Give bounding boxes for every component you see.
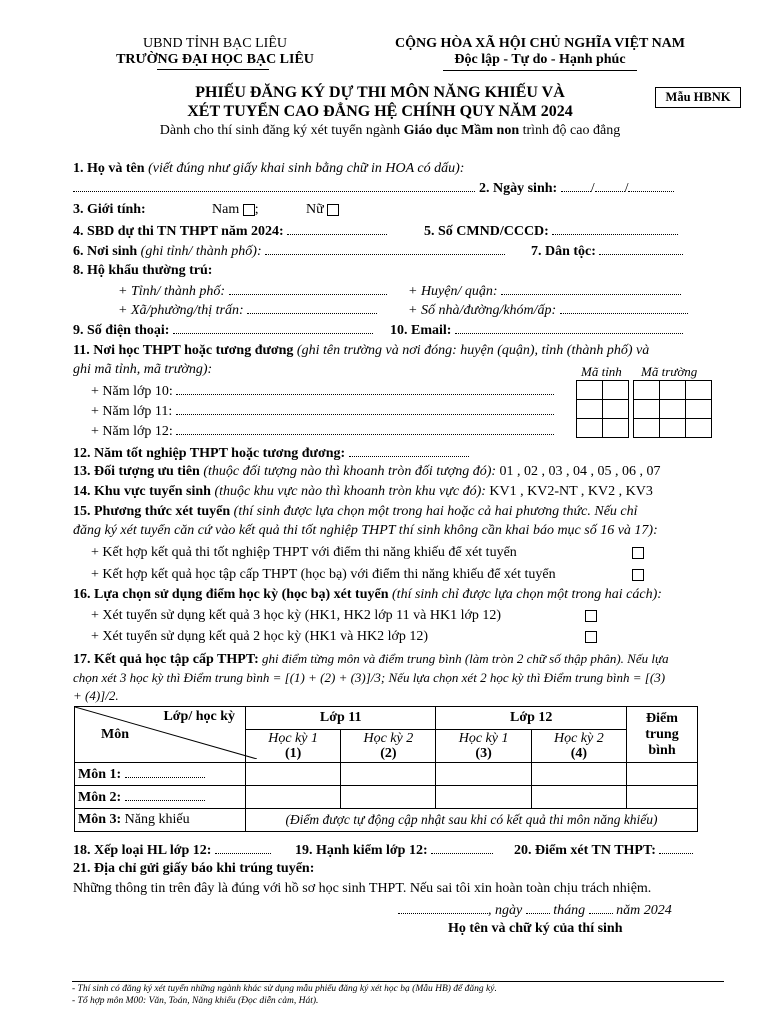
gender-male: Nam ; bbox=[212, 202, 259, 217]
grade12-header: Lớp 12 bbox=[436, 707, 627, 730]
field-graduation-score: 20. Điểm xét TN THPT: bbox=[514, 842, 693, 859]
corner-header-bottom: Môn bbox=[101, 727, 129, 742]
field-dob: 2. Ngày sinh: / / bbox=[479, 180, 674, 197]
subject2-cell: Môn 2: bbox=[75, 786, 246, 809]
email-line[interactable] bbox=[455, 322, 683, 334]
table-row bbox=[75, 809, 698, 832]
graduation-year-line[interactable] bbox=[349, 445, 469, 457]
field-semester-choice: 16. Lựa chọn sử dụng điểm học kỳ (học bạ) xét tuyển (thí sinh chỉ được lựa chọn một trong hai cách): bbox=[73, 587, 662, 602]
field-academic-rank: 18. Xếp loại HL lớp 12: bbox=[73, 842, 271, 859]
footnote-divider bbox=[72, 981, 724, 982]
field-residence: 8. Hộ khẩu thường trú: bbox=[73, 263, 213, 278]
province-code-label: Mã tỉnh bbox=[581, 364, 622, 379]
school-code-label: Mã trường bbox=[641, 364, 698, 379]
dob-day[interactable] bbox=[561, 180, 591, 192]
province-code-boxes bbox=[576, 380, 629, 438]
nation-motto: Độc lập - Tự do - Hạnh phúc bbox=[454, 52, 626, 67]
sem2-grade11-header: Học kỳ 2 (2) bbox=[341, 730, 436, 763]
footnote-2: - Tổ hợp môn M00: Văn, Toán, Năng khiếu (Đọc diễn cảm, Hát). bbox=[72, 996, 319, 1006]
table-row bbox=[75, 786, 698, 809]
sem1-grade11-header: Học kỳ 1 (1) bbox=[246, 730, 341, 763]
aptitude-note: (Điểm được tự động cập nhật sau khi có kết quả thi môn năng khiếu) bbox=[246, 809, 698, 832]
grades-corner-cell bbox=[75, 707, 246, 763]
declaration: Những thông tin trên đây là đúng với hồ sơ học sinh THPT. Nếu sai tôi xin hoàn toàn chịu trách nhiệm. bbox=[73, 881, 652, 896]
dob-month[interactable] bbox=[595, 180, 625, 192]
field-admission-method: 15. Phương thức xét tuyển (thí sinh được lựa chọn một trong hai hoặc cả hai phương thức. Nếu chỉ bbox=[73, 504, 638, 519]
semester-option-2: + Xét tuyển sử dụng kết quả 2 học kỳ (HK1 và HK2 lớp 12) bbox=[91, 629, 429, 644]
field-admission-area: 14. Khu vực tuyển sinh (thuộc khu vực nào thì khoanh tròn khu vực đó): KV1 , KV2-NT , KV2 , KV3 bbox=[73, 484, 653, 499]
field-academic-results: 17. Kết quả học tập cấp THPT: ghi điểm từng môn và điểm trung bình (làm tròn 2 chữ số thập phân). Nếu lựa bbox=[73, 651, 669, 667]
sem2-grade12-header: Học kỳ 2 (4) bbox=[531, 730, 626, 763]
residence-ward: + Xã/phường/thị trấn: bbox=[118, 302, 377, 319]
field-email: 10. Email: bbox=[390, 322, 683, 339]
grade11-school: + Năm lớp 11: bbox=[91, 403, 554, 420]
nation-title: CỘNG HÒA XÃ HỘI CHỦ NGHĨA VIỆT NAM bbox=[394, 36, 685, 51]
sem1-grade12-header: Học kỳ 1 (3) bbox=[436, 730, 531, 763]
corner-header-top: Lớp/ học kỳ bbox=[163, 709, 235, 724]
method-option-transcript: + Kết hợp kết quả học tập cấp THPT (học bạ) với điểm thi năng khiếu để xét tuyển bbox=[91, 567, 556, 582]
method-transcript-checkbox[interactable] bbox=[632, 569, 644, 581]
field-id-number: 5. Số CMND/CCCD: bbox=[424, 223, 678, 240]
semester-3-checkbox[interactable] bbox=[585, 610, 597, 622]
field-full-name: 1. Họ và tên (viết đúng như giấy khai sinh bằng chữ in HOA có dấu): bbox=[73, 161, 465, 176]
school-code-boxes bbox=[633, 380, 712, 438]
grade11-header: Lớp 11 bbox=[246, 707, 436, 730]
semester-2-checkbox[interactable] bbox=[585, 631, 597, 643]
semester-option-3: + Xét tuyển sử dụng kết quả 3 học kỳ (HK1, HK2 lớp 11 và HK1 lớp 12) bbox=[91, 608, 502, 623]
field-exam-id: 4. SBD dự thi TN THPT năm 2024: bbox=[73, 223, 387, 240]
method-exam-checkbox[interactable] bbox=[632, 547, 644, 559]
signature-label: Họ tên và chữ ký của thí sinh bbox=[448, 921, 623, 936]
residence-house: + Số nhà/đường/khóm/ấp: bbox=[408, 302, 688, 319]
agency-name: UBND TỈNH BẠC LIÊU bbox=[142, 36, 287, 51]
school-underline bbox=[157, 69, 269, 70]
full-name-line[interactable] bbox=[73, 180, 475, 197]
phone-line[interactable] bbox=[173, 322, 373, 334]
form-title-line1: PHIẾU ĐĂNG KÝ DỰ THI MÔN NĂNG KHIẾU VÀ bbox=[195, 84, 565, 101]
exam-id-line[interactable] bbox=[287, 223, 387, 235]
field-gender: 3. Giới tính: bbox=[73, 202, 146, 217]
school-name: TRƯỜNG ĐẠI HỌC BẠC LIÊU bbox=[116, 52, 314, 67]
dob-year[interactable] bbox=[628, 180, 674, 192]
gender-female: Nữ bbox=[306, 202, 339, 218]
field-priority-group: 13. Đối tượng ưu tiên (thuộc đối tượng nào thì khoanh tròn đối tượng đó): 01 , 02 , 03 , 04 , 05 , 06 , 07 bbox=[73, 464, 661, 479]
field-mailing-address: 21. Địa chỉ gửi giấy báo khi trúng tuyển: bbox=[73, 861, 315, 876]
field-conduct: 19. Hạnh kiểm lớp 12: bbox=[295, 842, 493, 859]
grade10-school: + Năm lớp 10: bbox=[91, 383, 554, 400]
major-name: Giáo dục Mầm non bbox=[403, 123, 520, 138]
subject1-cell: Môn 1: bbox=[75, 763, 246, 786]
academic-results-hint-end: + (4)]/2. bbox=[73, 688, 119, 703]
admission-method-hint: đăng ký xét tuyển căn cứ vào kết quả thi tốt nghiệp THPT thí sinh không cần khai báo mục số 16 và 17): bbox=[73, 523, 658, 538]
form-title-line2: XÉT TUYỂN CAO ĐẲNG HỆ CHÍNH QUY NĂM 2024 bbox=[187, 103, 573, 120]
ethnicity-line[interactable] bbox=[599, 243, 683, 255]
field-birthplace: 6. Nơi sinh (ghi tỉnh/ thành phố): bbox=[73, 243, 505, 260]
footnote-1: - Thí sinh có đăng ký xét tuyển những ngành khác sử dụng mẫu phiếu đăng ký xét học bạ (Mẫu HB) để đăng ký. bbox=[72, 984, 497, 994]
female-checkbox[interactable] bbox=[327, 204, 339, 216]
male-checkbox[interactable] bbox=[243, 204, 255, 216]
method-option-exam: + Kết hợp kết quả thi tốt nghiệp THPT với điểm thi năng khiếu để xét tuyển bbox=[91, 545, 517, 560]
id-number-line[interactable] bbox=[552, 223, 678, 235]
birthplace-line[interactable] bbox=[265, 243, 505, 255]
high-school-hint: ghi mã tỉnh, mã trường): bbox=[73, 362, 213, 377]
field-phone: 9. Số điện thoại: bbox=[73, 322, 373, 339]
average-header: Điểm trung bình bbox=[627, 707, 698, 763]
academic-results-hint: chọn xét 3 học kỳ thì Điểm trung bình = [(1) + (2) + (3)]/3; Nếu lựa chọn xét 2 học kỳ thì Điểm trung bình = [(3) bbox=[73, 670, 666, 685]
grade12-school: + Năm lớp 12: bbox=[91, 423, 554, 440]
priority-options[interactable]: 01 , 02 , 03 , 04 , 05 , 06 , 07 bbox=[496, 464, 661, 479]
grades-table bbox=[74, 706, 698, 832]
field-high-school: 11. Nơi học THPT hoặc tương đương (ghi tên trường và nơi đóng: huyện (quận), tỉnh (thành phố) và bbox=[73, 343, 650, 358]
residence-district: + Huyện/ quận: bbox=[408, 283, 681, 300]
table-row bbox=[75, 763, 698, 786]
motto-underline bbox=[443, 70, 637, 71]
subject3-cell: Môn 3: Năng khiếu bbox=[75, 809, 246, 832]
field-graduation-year: 12. Năm tốt nghiệp THPT hoặc tương đương: bbox=[73, 445, 469, 462]
date-line: , ngày tháng năm 2024 bbox=[398, 902, 672, 919]
form-subtitle: Dành cho thí sinh đăng ký xét tuyển ngành Giáo dục Mầm non trình độ cao đẳng bbox=[159, 123, 621, 138]
residence-province: + Tỉnh/ thành phố: bbox=[118, 283, 387, 300]
field-ethnicity: 7. Dân tộc: bbox=[531, 243, 683, 260]
form-code-box: Mẫu HBNK bbox=[655, 87, 741, 108]
area-options[interactable]: KV1 , KV2-NT , KV2 , KV3 bbox=[485, 484, 653, 499]
